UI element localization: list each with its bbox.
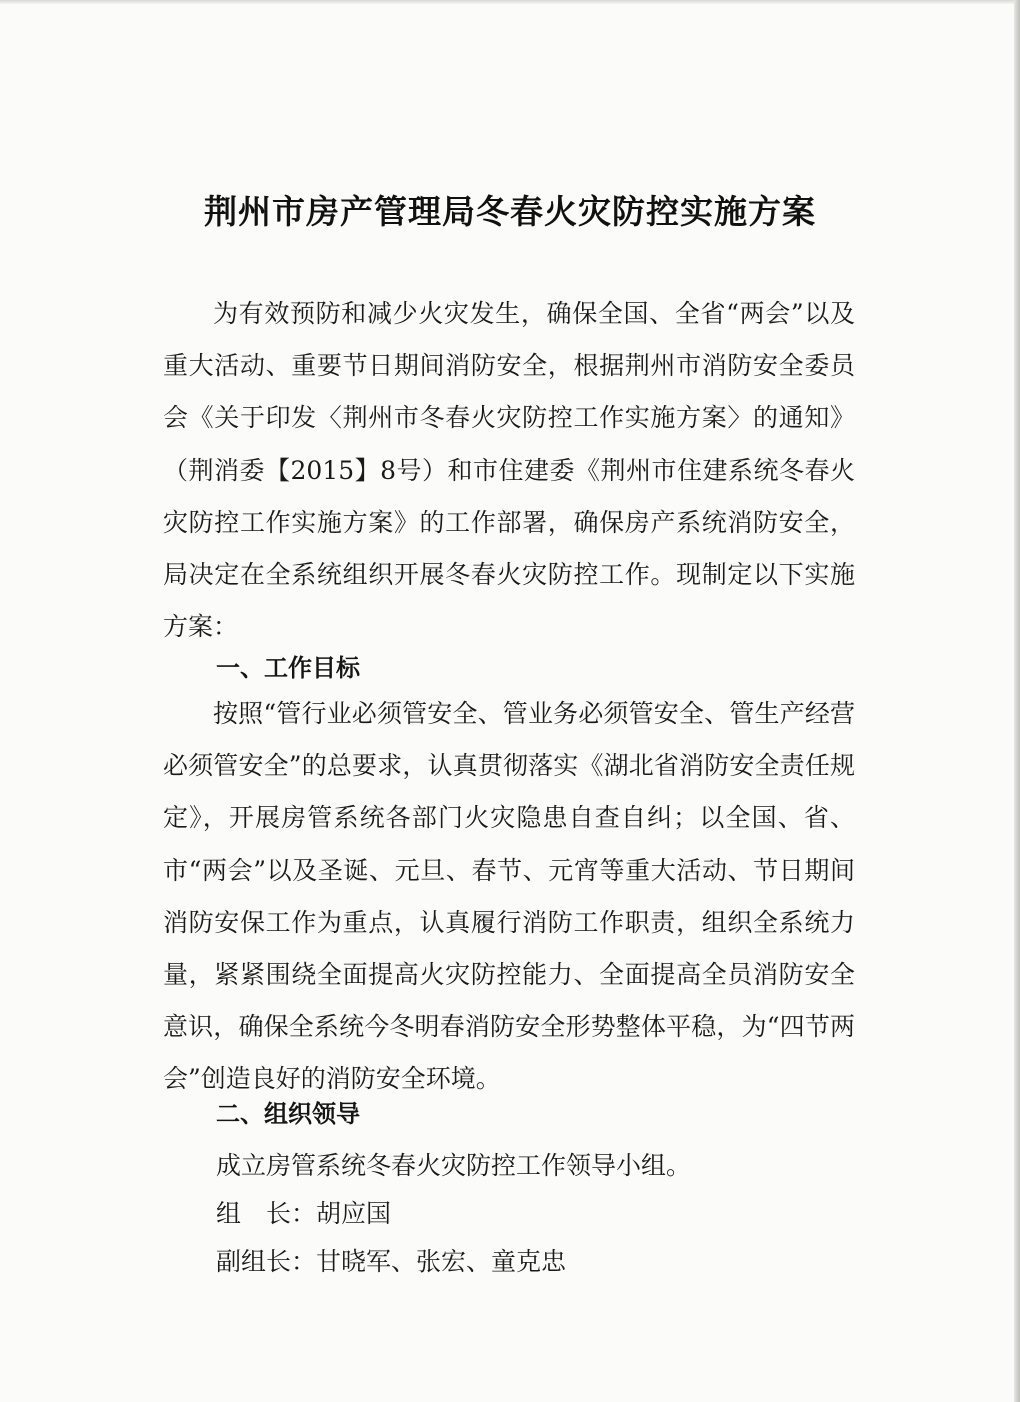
deputy-leaders: 副组长：甘晓军、张宏、童克忠 xyxy=(216,1247,567,1276)
section-2-body: 成立房管系统冬春火灾防控工作领导小组。 xyxy=(216,1151,692,1180)
group-leader: 组 长：胡应国 xyxy=(216,1199,392,1228)
scan-top-edge xyxy=(0,0,1020,4)
section-1-heading: 一、工作目标 xyxy=(216,654,360,682)
section-1-body: 按照“管行业必须管安全、管业务必须管安全、管生产经营必须管安全”的总要求，认真贯彻落实《湖北省消防安全责任规定》，开展房管系统各部门火灾隐患自查自纠；以全国、省、市“两会”以及圣诞、元旦、春节、元宵等重大活动、节日期间消防安保工作为重点，认真履行消防工作职责，组织全系统力量，紧紧围绕全面提高火灾防控能力、全面提高全员消防安全意识，确保全系统今冬明春消防安全形势整体平稳，为“四节两会”创造良好的消防安全环境。 xyxy=(163,699,855,1094)
section-2-heading: 二、组织领导 xyxy=(216,1100,360,1128)
intro-paragraph: 为有效预防和减少火灾发生，确保全国、全省“两会”以及重大活动、重要节日期间消防安全，根据荆州市消防安全委员会《关于印发〈荆州市冬春火灾防控工作实施方案〉的通知》（荆消委【2015】8号）和市住建委《荆州市住建系统冬春火灾防控工作实施方案》的工作部署，确保房产系统消防安全，局决定在全系统组织开展冬春火灾防控工作。现制定以下实施方案： xyxy=(163,299,855,642)
document-title: 荆州市房产管理局冬春火灾防控实施方案 xyxy=(204,192,816,231)
